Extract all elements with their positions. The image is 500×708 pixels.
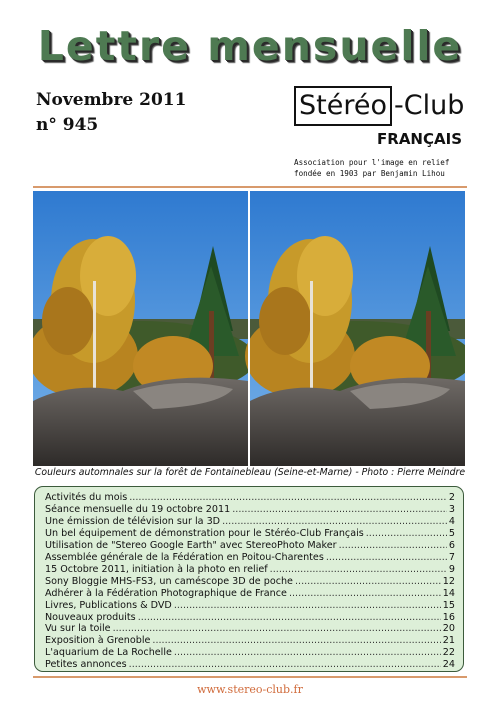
toc-entry-page: 15	[442, 599, 455, 611]
toc-entry-title: L'aquarium de La Rochelle	[45, 647, 172, 659]
toc-entry-title: Séance mensuelle du 19 octobre 2011	[45, 503, 231, 515]
stereo-cover-photo	[33, 191, 465, 466]
toc-leader-dots	[222, 516, 447, 528]
issue-number: n° 945	[36, 115, 99, 135]
toc-entry[interactable]	[45, 647, 455, 659]
toc-entry-title: Nouveaux produits	[45, 611, 136, 623]
tagline-line-1: Association pour l'image en relief	[294, 158, 450, 167]
toc-entry-page: 20	[442, 623, 455, 635]
toc-entry-page: 4	[448, 515, 455, 527]
toc-leader-dots	[138, 612, 441, 624]
toc-entry-page: 9	[448, 563, 455, 575]
toc-entry-page: 24	[442, 659, 455, 671]
issue-month: Novembre 2011	[36, 90, 187, 110]
toc-entry-title: Sony Bloggie MHS-FS3, un caméscope 3D de poche	[45, 575, 293, 587]
toc-leader-dots	[289, 588, 441, 600]
toc-entry[interactable]	[45, 659, 455, 671]
toc-entry[interactable]	[45, 552, 455, 564]
toc-entry-title: Livres, Publications & DVD	[45, 599, 172, 611]
toc-entry-title: Adhérer à la Fédération Photographique de France	[45, 587, 287, 599]
bottom-divider	[33, 676, 467, 678]
toc-entry-title: Assemblée générale de la Fédération en Poitou-Charentes	[45, 551, 324, 563]
toc-leader-dots	[232, 504, 447, 516]
toc-entry-title: Activités du mois	[45, 492, 128, 503]
toc-entry[interactable]	[45, 564, 455, 576]
toc-entry-page: 5	[448, 527, 455, 539]
toc-entry-page: 2	[448, 492, 455, 503]
logo-country: FRANÇAIS	[377, 130, 462, 148]
toc-entry-title: Un bel équipement de démonstration pour le Stéréo-Club Français	[45, 527, 364, 539]
toc-entry[interactable]	[45, 623, 455, 635]
toc-leader-dots	[129, 659, 441, 671]
toc-entry-page: 7	[448, 551, 455, 563]
toc-entry[interactable]	[45, 492, 455, 504]
toc-leader-dots	[113, 623, 441, 635]
toc-leader-dots	[326, 552, 447, 564]
toc-entry-page: 16	[442, 611, 455, 623]
toc-leader-dots	[152, 635, 440, 647]
logo-stereo-text: Stéréo	[294, 86, 392, 126]
top-divider	[33, 186, 467, 188]
toc-leader-dots	[174, 600, 441, 612]
toc-entry[interactable]	[45, 612, 455, 624]
newsletter-title: Lettre mensuelle	[37, 22, 463, 70]
club-tagline	[294, 157, 449, 179]
tagline-line-2: fondée en 1903 par Benjamin Lihou	[294, 169, 445, 178]
toc-entry-page: 12	[442, 575, 455, 587]
toc-entry[interactable]	[45, 576, 455, 588]
club-logo	[294, 86, 466, 148]
toc-entry[interactable]	[45, 516, 455, 528]
toc-entry-title: Vu sur la toile	[45, 623, 111, 635]
toc-entry[interactable]	[45, 600, 455, 612]
toc-entry-page: 14	[442, 587, 455, 599]
toc-entry-page: 6	[448, 539, 455, 551]
photo-caption: Couleurs automnales sur la forêt de Fontainebleau (Seine-et-Marne) - Photo : Pierre Meindre	[34, 467, 466, 478]
toc-entry-title: Une émission de télévision sur la 3D	[45, 515, 221, 527]
issue-info	[36, 88, 186, 138]
toc-entry-page: 3	[448, 503, 455, 515]
toc-entry-title: Petites annonces	[45, 659, 127, 671]
toc-entry-title: 15 Octobre 2011, initiation à la photo en relief	[45, 563, 268, 575]
toc-entry-title: Exposition à Grenoble	[45, 635, 151, 647]
toc-leader-dots	[270, 564, 447, 576]
toc-entry[interactable]	[45, 504, 455, 516]
toc-entry-page: 22	[442, 647, 455, 659]
toc-leader-dots	[174, 647, 441, 659]
toc-entry[interactable]	[45, 540, 455, 552]
website-link[interactable]: www.stereo-club.fr	[197, 683, 303, 696]
toc-leader-dots	[339, 540, 447, 552]
toc-entry[interactable]	[45, 635, 455, 647]
toc-leader-dots	[295, 576, 441, 588]
table-of-contents	[34, 486, 464, 672]
toc-entry-page: 21	[442, 635, 455, 647]
toc-entry[interactable]	[45, 588, 455, 600]
toc-entry-title: Utilisation de "Stereo Google Earth" avec StereoPhoto Maker	[45, 539, 337, 551]
toc-entry[interactable]	[45, 528, 455, 540]
toc-leader-dots	[366, 528, 447, 540]
logo-club-text: -Club	[393, 90, 465, 121]
toc-leader-dots	[129, 492, 447, 504]
